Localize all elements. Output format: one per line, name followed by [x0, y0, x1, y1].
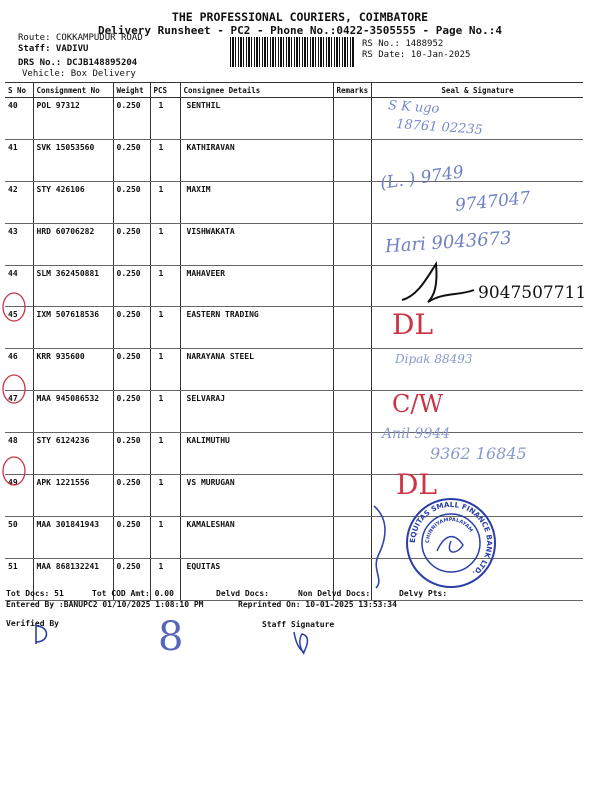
serial-number-cell: 45: [5, 307, 33, 349]
runsheet-title: Delivery Runsheet - PC2 - Phone No.:0422-3505555 - Page No.:4: [98, 24, 502, 37]
weight-cell: 0.250: [113, 98, 150, 140]
remarks-cell: [333, 433, 372, 475]
weight-cell: 0.250: [113, 516, 150, 558]
consignment-number-cell: POL 97312: [33, 98, 113, 140]
serial-number-cell: 48: [5, 433, 33, 475]
column-header: Weight: [113, 83, 150, 98]
verified-signature: 8: [158, 614, 184, 660]
consignment-number-cell: KRR 935600: [33, 349, 113, 391]
annotation-circles: [0, 290, 32, 490]
remarks-cell: [333, 181, 372, 223]
collected-mark: C/W: [392, 390, 444, 418]
pieces-cell: 1: [150, 558, 180, 600]
consignee-cell: MAHAVEER: [180, 265, 333, 307]
handwritten-phone: 9047507711: [478, 283, 587, 303]
route-label: Route: COKKAMPUDUR ROAD: [18, 33, 143, 43]
column-header: PCS: [150, 83, 180, 98]
pieces-cell: 1: [150, 307, 180, 349]
remarks-cell: [333, 265, 372, 307]
pieces-cell: 1: [150, 475, 180, 517]
table-header-row: [5, 83, 583, 98]
handwritten-signature: Dipak 88493: [395, 352, 473, 366]
consignment-number-cell: MAA 868132241: [33, 558, 113, 600]
staff-signature-label: Staff Signature: [262, 620, 335, 629]
weight-cell: 0.250: [113, 181, 150, 223]
consignee-cell: KALIMUTHU: [180, 433, 333, 475]
remarks-cell: [333, 349, 372, 391]
pieces-cell: 1: [150, 98, 180, 140]
serial-number-cell: 50: [5, 516, 33, 558]
rs-date: RS Date: 10-Jan-2025: [362, 50, 471, 60]
company-title: THE PROFESSIONAL COURIERS, COIMBATORE: [171, 10, 429, 24]
consignee-cell: KATHIRAVAN: [180, 139, 333, 181]
weight-cell: 0.250: [113, 349, 150, 391]
staff-label: Staff: VADIVU: [18, 44, 89, 54]
consignee-cell: VISHWAKATA: [180, 223, 333, 265]
consignment-number-cell: MAA 945086532: [33, 391, 113, 433]
weight-cell: 0.250: [113, 139, 150, 181]
handwritten-signature: (L. ) 9749: [379, 162, 466, 194]
consignment-number-cell: SVK 15053560: [33, 139, 113, 181]
pieces-cell: 1: [150, 181, 180, 223]
stamp-inner-text: CHINNIYAMPALAYAM: [424, 516, 474, 544]
weight-cell: 0.250: [113, 475, 150, 517]
handwritten-signature-mark: [398, 256, 478, 306]
pieces-cell: 1: [150, 516, 180, 558]
table-row: [5, 391, 583, 433]
red-circle-45: [3, 293, 25, 321]
remarks-cell: [333, 307, 372, 349]
remarks-cell: [333, 223, 372, 265]
serial-number-cell: 51: [5, 558, 33, 600]
non-delivered-docs: Non Delvd Docs:: [298, 589, 371, 598]
red-circle-49: [3, 457, 25, 485]
column-header: Consignment No: [33, 83, 113, 98]
drs-number: DRS No.: DCJB148895204: [18, 58, 138, 68]
table-row: [5, 139, 583, 181]
total-docs: Tot Docs: 51: [6, 589, 64, 598]
handwritten-signature: Anil 9944: [382, 426, 451, 442]
delivered-mark: DL: [396, 468, 438, 501]
weight-cell: 0.250: [113, 265, 150, 307]
bank-seal-stamp: [405, 497, 497, 589]
serial-number-cell: 42: [5, 181, 33, 223]
barcode-image: [230, 37, 355, 67]
pieces-cell: 1: [150, 139, 180, 181]
column-header: S No: [5, 83, 33, 98]
consignment-number-cell: HRD 60706282: [33, 223, 113, 265]
consignee-cell: SELVARAJ: [180, 391, 333, 433]
column-header: Remarks: [333, 83, 372, 98]
consignee-cell: NARAYANA STEEL: [180, 349, 333, 391]
remarks-cell: [333, 391, 372, 433]
pieces-cell: 1: [150, 349, 180, 391]
vehicle-label: Vehicle: Box Delivery: [22, 69, 136, 79]
serial-number-cell: 40: [5, 98, 33, 140]
reprinted-on: Reprinted On: 10-01-2025 13:53:34: [238, 600, 397, 609]
verified-initial-mark: [28, 620, 54, 650]
pieces-cell: 1: [150, 223, 180, 265]
consignment-number-cell: APK 1221556: [33, 475, 113, 517]
stamp-outer-text: EQUITAS SMALL FINANCE BANK LTD.: [407, 499, 495, 578]
consignee-cell: SENTHIL: [180, 98, 333, 140]
serial-number-cell: 41: [5, 139, 33, 181]
pieces-cell: 1: [150, 433, 180, 475]
serial-number-cell: 46: [5, 349, 33, 391]
weight-cell: 0.250: [113, 307, 150, 349]
remarks-cell: [333, 139, 372, 181]
consignee-cell: MAXIM: [180, 181, 333, 223]
serial-number-cell: 49: [5, 475, 33, 517]
consignee-cell: VS MURUGAN: [180, 475, 333, 517]
consignee-cell: EQUITAS: [180, 558, 333, 600]
total-cod-amount: Tot COD Amt: 0.00: [92, 589, 174, 598]
delivery-points: Delvy Pts:: [399, 589, 448, 598]
rs-number: RS No.: 1488952: [362, 39, 444, 49]
consignee-cell: EASTERN TRADING: [180, 307, 333, 349]
handwritten-signature: Hari 9043673: [384, 227, 513, 258]
consignment-number-cell: IXM 507618536: [33, 307, 113, 349]
consignment-number-cell: SLM 362450881: [33, 265, 113, 307]
remarks-cell: [333, 98, 372, 140]
handwritten-stroke: [364, 500, 400, 590]
consignment-number-cell: MAA 301841943: [33, 516, 113, 558]
serial-number-cell: 44: [5, 265, 33, 307]
staff-signature-mark: [290, 626, 314, 656]
consignee-cell: KAMALESHAN: [180, 516, 333, 558]
consignment-number-cell: STY 6124236: [33, 433, 113, 475]
table-row: [5, 98, 583, 140]
handwritten-phone: 18761 02235: [395, 116, 484, 139]
handwritten-phone: 9362 16845: [430, 444, 527, 463]
handwritten-phone: 9747047: [454, 188, 532, 216]
pieces-cell: 1: [150, 391, 180, 433]
column-header: Consignee Details: [180, 83, 333, 98]
handwritten-signature: S K ugo: [387, 98, 440, 117]
consignment-number-cell: STY 426106: [33, 181, 113, 223]
table-row: [5, 349, 583, 391]
weight-cell: 0.250: [113, 433, 150, 475]
delivered-mark: DL: [392, 308, 434, 341]
table-row: [5, 307, 583, 349]
serial-number-cell: 47: [5, 391, 33, 433]
weight-cell: 0.250: [113, 391, 150, 433]
delivered-docs: Delvd Docs:: [216, 589, 269, 598]
serial-number-cell: 43: [5, 223, 33, 265]
red-circle-47: [3, 375, 25, 403]
pieces-cell: 1: [150, 265, 180, 307]
weight-cell: 0.250: [113, 558, 150, 600]
weight-cell: 0.250: [113, 223, 150, 265]
entered-by: Entered By :BANUPC2 01/10/2025 1:08:10 PM: [6, 600, 204, 609]
column-header: Seal & Signature: [372, 83, 583, 98]
verified-by-label: Verified By: [6, 619, 59, 628]
